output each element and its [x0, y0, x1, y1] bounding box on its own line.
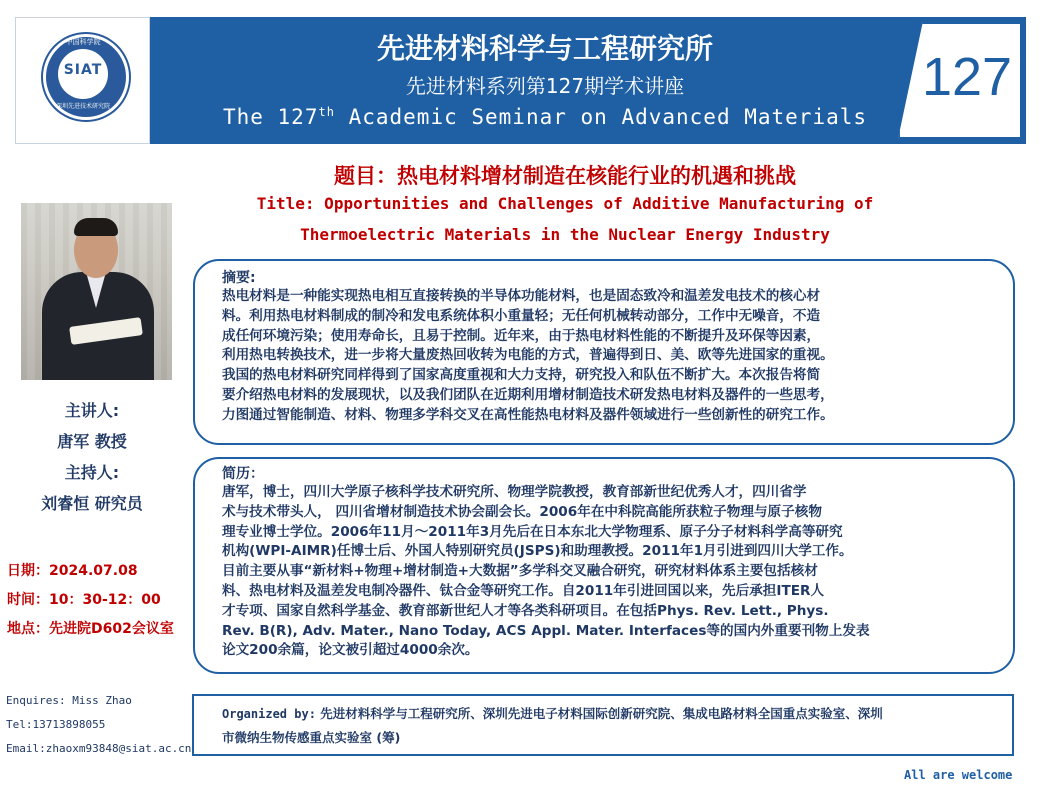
bio-line: 术与技术带头人， 四川省增材制造技术协会副会长。2006年在中科院高能所获粒子物理与原子核物 — [222, 503, 822, 520]
abstract-heading: 摘要: — [222, 270, 256, 286]
abstract-line: 要介绍热电材料的发展现状，以及我们团队在近期利用增材制造技术研发热电材料及器件的一些思考， — [222, 386, 834, 403]
contact-enquires: Enquires: Miss Zhao — [6, 694, 132, 707]
abstract-line: 力图通过智能制造、材料、物理多学科交叉在高性能热电材料及器件领域进行一些创新性的研究工作。 — [222, 406, 834, 423]
seminar-place: 地点：先进院D602会议室 — [7, 621, 174, 637]
abstract-line: 我国的热电材料研究同样得到了国家高度重视和大力支持，研究投入和队伍不断扩大。本次报告将简 — [222, 367, 821, 384]
title-en-sup: th — [318, 105, 335, 119]
title-en-pre: The 127 — [222, 105, 319, 129]
abstract-line: 利用热电转换技术，进一步将大量废热回收转为电能的方式，普遍得到日、美、欧等先进国家的重视。 — [222, 347, 834, 364]
abstract-body — [222, 287, 1007, 426]
logo-bottom-text: 深圳先进技术研究院 — [55, 103, 110, 110]
speaker-label: 主讲人: — [64, 401, 120, 420]
title-en-post: Academic Seminar on Advanced Materials — [334, 105, 868, 129]
bio-line: 料、热电材料及温差发电制冷器件、钛合金等研究工作。自2011年引进回国以来，先后承担ITER人 — [222, 582, 825, 599]
welcome-note: All are welcome — [904, 768, 1013, 782]
host-name: 刘睿恒 研究员 — [41, 494, 143, 513]
bio-line: 目前主要从事“新材料+物理+增材制造+大数据”多学科交叉融合研究，研究材料体系主要包括核材 — [222, 563, 818, 580]
talk-title-en-line1: Title: Opportunities and Challenges of Additive Manufacturing of — [256, 194, 874, 213]
bio-line: 论文200余篇，论文被引超过4000余次。 — [222, 642, 479, 659]
speaker-name: 唐军 教授 — [57, 432, 127, 451]
institute-title: 先进材料科学与工程研究所 — [376, 32, 713, 65]
talk-title-en-line2: Thermoelectric Materials in the Nuclear Energy Industry — [300, 225, 830, 244]
seminar-time: 时间：10：30-12：00 — [7, 592, 161, 608]
organizer-label: Organized by: — [222, 707, 316, 721]
seminar-date: 日期：2024.07.08 — [7, 563, 138, 579]
photo-figure-hair — [74, 218, 118, 236]
organizer-text — [222, 702, 997, 750]
contact-tel: Tel:13713898055 — [6, 718, 106, 731]
bio-heading: 简历： — [222, 466, 264, 482]
bio-line: 理专业博士学位。2006年11月～2011年3月先后在日本东北大学物理系、原子分子材料科学高等研究 — [222, 523, 843, 540]
organizer-line2: 市微纳生物传感重点实验室 (筹) — [222, 730, 401, 745]
bio-body — [222, 483, 1007, 661]
logo-abbr: SIAT — [63, 62, 103, 78]
organizer-line1-text: 先进材料科学与工程研究所、深圳先进电子材料国际创新研究院、集成电路材料全国重点实验室、深圳 — [320, 706, 883, 721]
seminar-number: 127 — [921, 47, 1013, 107]
talk-title-cn: 题目：热电材料增材制造在核能行业的机遇和挑战 — [334, 164, 796, 188]
seminar-title-en — [150, 105, 940, 129]
organizer-line1 — [222, 702, 997, 726]
bio-line: 才专项、国家自然科学基金、教育部新世纪人才等各类科研项目。在包括Phys. Rev. Lett., Phys. — [222, 602, 829, 619]
logo-top-text: 中国科学院 — [65, 38, 101, 46]
bio-line: 唐军，博士，四川大学原子核科学技术研究所、物理学院教授，教育部新世纪优秀人才，四川省学 — [222, 484, 807, 500]
abstract-line: 成任何环境污染；使用寿命长，且易于控制。近年来，由于热电材料性能的不断提升及环保等因素， — [222, 327, 821, 344]
host-label: 主持人: — [64, 463, 120, 482]
bio-line: Rev. B(R), Adv. Mater., Nano Today, ACS Appl. Mater. Interfaces等的国内外重要刊物上发表 — [222, 622, 870, 639]
seminar-subtitle: 先进材料系列第127期学术讲座 — [405, 74, 685, 98]
abstract-line: 料。利用热电材料制成的制冷和发电系统体积小重量轻；无任何机械转动部分，工作中无噪音，不造 — [222, 307, 821, 324]
bio-line: 机构(WPI-AIMR)任博士后、外国人特别研究员(JSPS)和助理教授。2011年1月引进到四川大学工作。 — [222, 543, 853, 560]
abstract-line: 热电材料是一种能实现热电相互直接转换的半导体功能材料，也是固态致冷和温差发电技术的核心材 — [222, 288, 821, 304]
contact-email: Email:zhaoxm93848@siat.ac.cn — [6, 742, 192, 755]
